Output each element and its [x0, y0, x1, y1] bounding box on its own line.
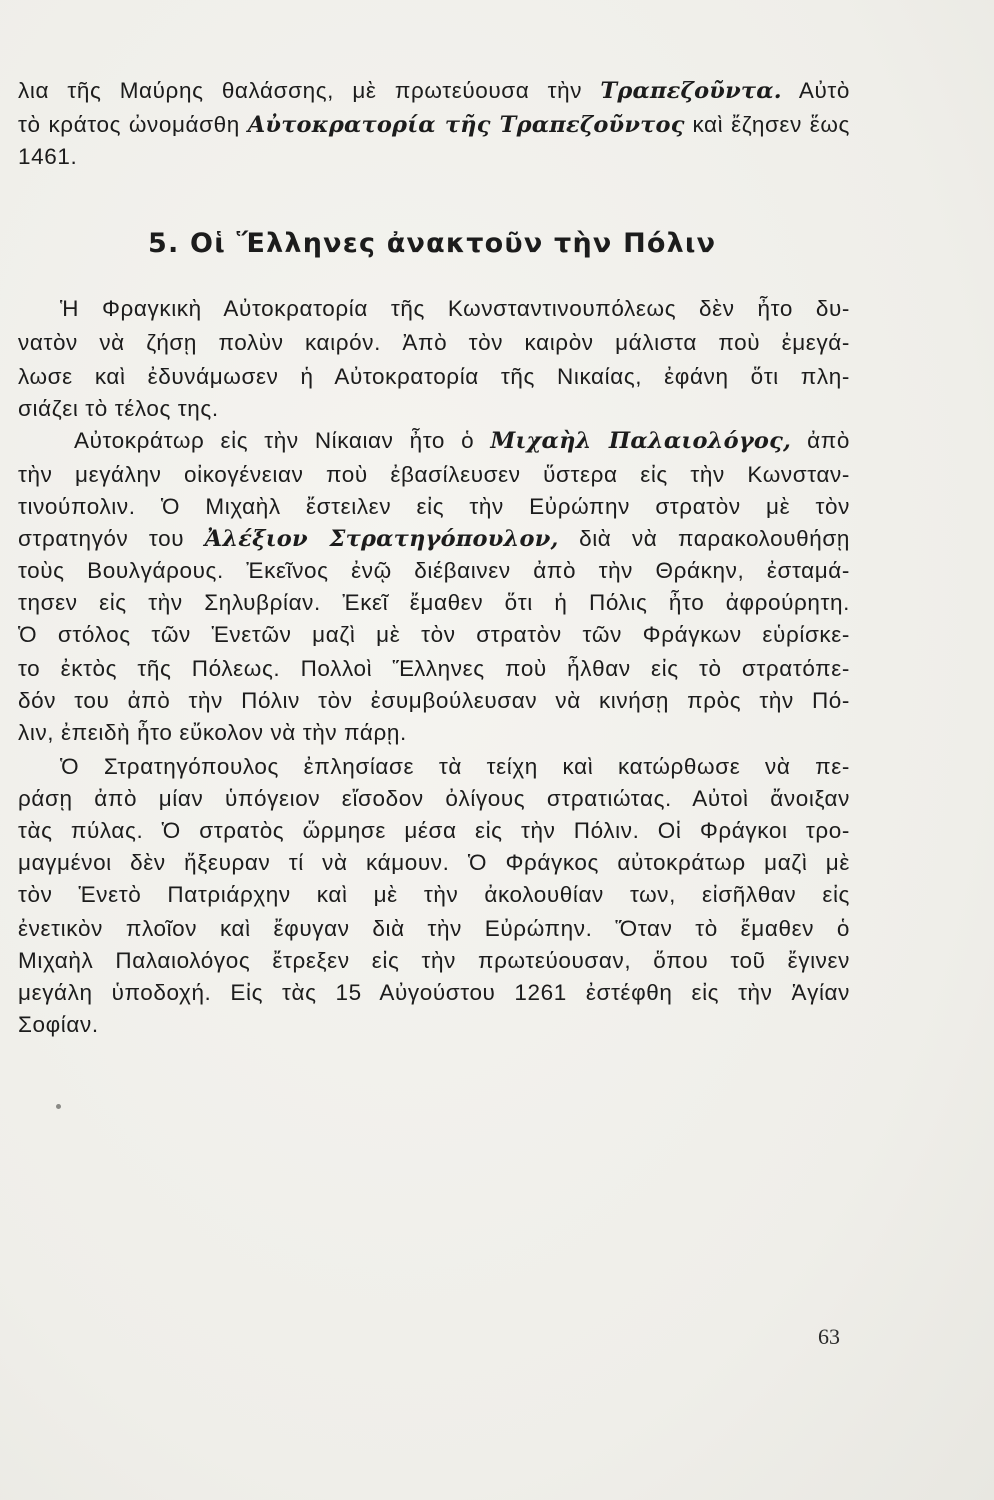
person-name-michael: Μιχαὴλ Παλαιολόγος,	[490, 428, 792, 454]
intro-line-2: τὸ κράτος ὠνομάσθη Αὐτοκρατορία τῆς Τραπεζοῦντος καὶ ἔζησεν ἕως	[18, 112, 850, 138]
p3-line-3: τὰς πύλας. Ὁ στρατὸς ὥρμησε μέσα εἰς τὴν Πόλιν. Οἱ Φράγκοι τρο-	[18, 818, 850, 843]
p2-line-4: στρατηγόν του Ἀλέξιον Στρατηγόπουλον, διὰ νὰ παρακολουθήσῃ	[18, 526, 850, 552]
p2-line-7: Ὁ στόλος τῶν Ἑνετῶν μαζὶ μὲ τὸν στρατὸν τῶν Φράγκων εὑρίσκε-	[18, 622, 850, 647]
section-heading: 5. Οἱ Ἕλληνες ἀνακτοῦν τὴν Πόλιν	[148, 228, 717, 259]
p3-line-9: Σοφίαν.	[18, 1012, 99, 1037]
p1-line-2: νατὸν νὰ ζήσῃ πολὺν καιρόν. Ἀπὸ τὸν καιρὸν μάλιστα ποὺ ἐμεγά-	[18, 330, 850, 355]
p2-line-6: τησεν εἰς τὴν Σηλυβρίαν. Ἐκεῖ ἔμαθεν ὅτι ἡ Πόλις ἦτο ἀφρούρητη.	[18, 590, 850, 615]
p2-line-3: τινούπολιν. Ὁ Μιχαὴλ ἔστειλεν εἰς τὴν Εὐρώπην στρατὸν μὲ τὸν	[18, 494, 850, 519]
p3-line-7: Μιχαὴλ Παλαιολόγος ἔτρεξεν εἰς τὴν πρωτεύουσαν, ὅπου τοῦ ἔγινεν	[18, 948, 850, 973]
p2-line-2: τὴν μεγάλην οἰκογένειαν ποὺ ἐβασίλευσεν ὕστερα εἰς τὴν Κωνσταν-	[18, 462, 850, 487]
intro-line-1: λια τῆς Μαύρης θαλάσσης, μὲ πρωτεύουσα τὴν Τραπεζοῦντα. Αὐτὸ	[18, 78, 850, 104]
p3-line-8: μεγάλη ὑποδοχή. Εἰς τὰς 15 Αὐγούστου 1261 ἐστέφθη εἰς τὴν Ἁγίαν	[18, 980, 850, 1005]
p2-line-5: τοὺς Βουλγάρους. Ἐκεῖνος ἐνῷ διέβαινεν ἀπὸ τὴν Θράκην, ἐσταμά-	[18, 558, 850, 583]
p3-line-5: τὸν Ἑνετὸ Πατριάρχην καὶ μὲ τὴν ἀκολουθίαν των, εἰσῆλθαν εἰς	[18, 882, 850, 907]
p2-line-1: Αὐτοκράτωρ εἰς τὴν Νίκαιαν ἦτο ὁ Μιχαὴλ Παλαιολόγος, ἀπὸ	[74, 428, 850, 454]
p2-line-9: δόν του ἀπὸ τὴν Πόλιν τὸν ἐσυμβούλευσαν νὰ κινήσῃ πρὸς τὴν Πό-	[18, 688, 850, 713]
p3-line-6: ἐνετικὸν πλοῖον καὶ ἔφυγαν διὰ τὴν Εὐρώπην. Ὅταν τὸ ἔμαθεν ὁ	[18, 916, 850, 941]
p3-line-1: Ὁ Στρατηγόπουλος ἐπλησίασε τὰ τείχη καὶ κατώρθωσε νὰ πε-	[60, 754, 850, 779]
p1-line-3: λωσε καὶ ἐδυνάμωσεν ἡ Αὐτοκρατορία τῆς Νικαίας, ἐφάνη ὅτι πλη-	[18, 364, 850, 389]
place-name-trebizond: Τραπεζοῦντα.	[600, 78, 782, 104]
p3-line-4: μαγμένοι δὲν ἤξευραν τί νὰ κάμουν. Ὁ Φράγκος αὐτοκράτωρ μαζὶ μὲ	[18, 850, 850, 875]
p3-line-2: ράσῃ ἀπὸ μίαν ὑπόγειον εἴσοδον ὀλίγους στρατιώτας. Αὐτοὶ ἄνοιξαν	[18, 786, 850, 811]
ink-speck	[56, 1104, 61, 1109]
p1-line-4: σιάζει τὸ τέλος της.	[18, 396, 219, 421]
person-name-alexios: Ἀλέξιον Στρατηγόπουλον,	[204, 526, 559, 552]
p2-line-10: λιν, ἐπειδὴ ἦτο εὔκολον νὰ τὴν πάρῃ.	[18, 720, 407, 745]
empire-name-trebizond: Αὐτοκρατορία τῆς Τραπεζοῦντος	[247, 112, 685, 138]
p1-line-1: Ἡ Φραγκικὴ Αὐτοκρατορία τῆς Κωνσταντινουπόλεως δὲν ἦτο δυ-	[60, 296, 850, 321]
p2-line-8: το ἐκτὸς τῆς Πόλεως. Πολλοὶ Ἕλληνες ποὺ ἦλθαν εἰς τὸ στρατόπε-	[18, 656, 850, 681]
page-number: 63	[818, 1324, 840, 1349]
intro-line-3: 1461.	[18, 144, 78, 169]
